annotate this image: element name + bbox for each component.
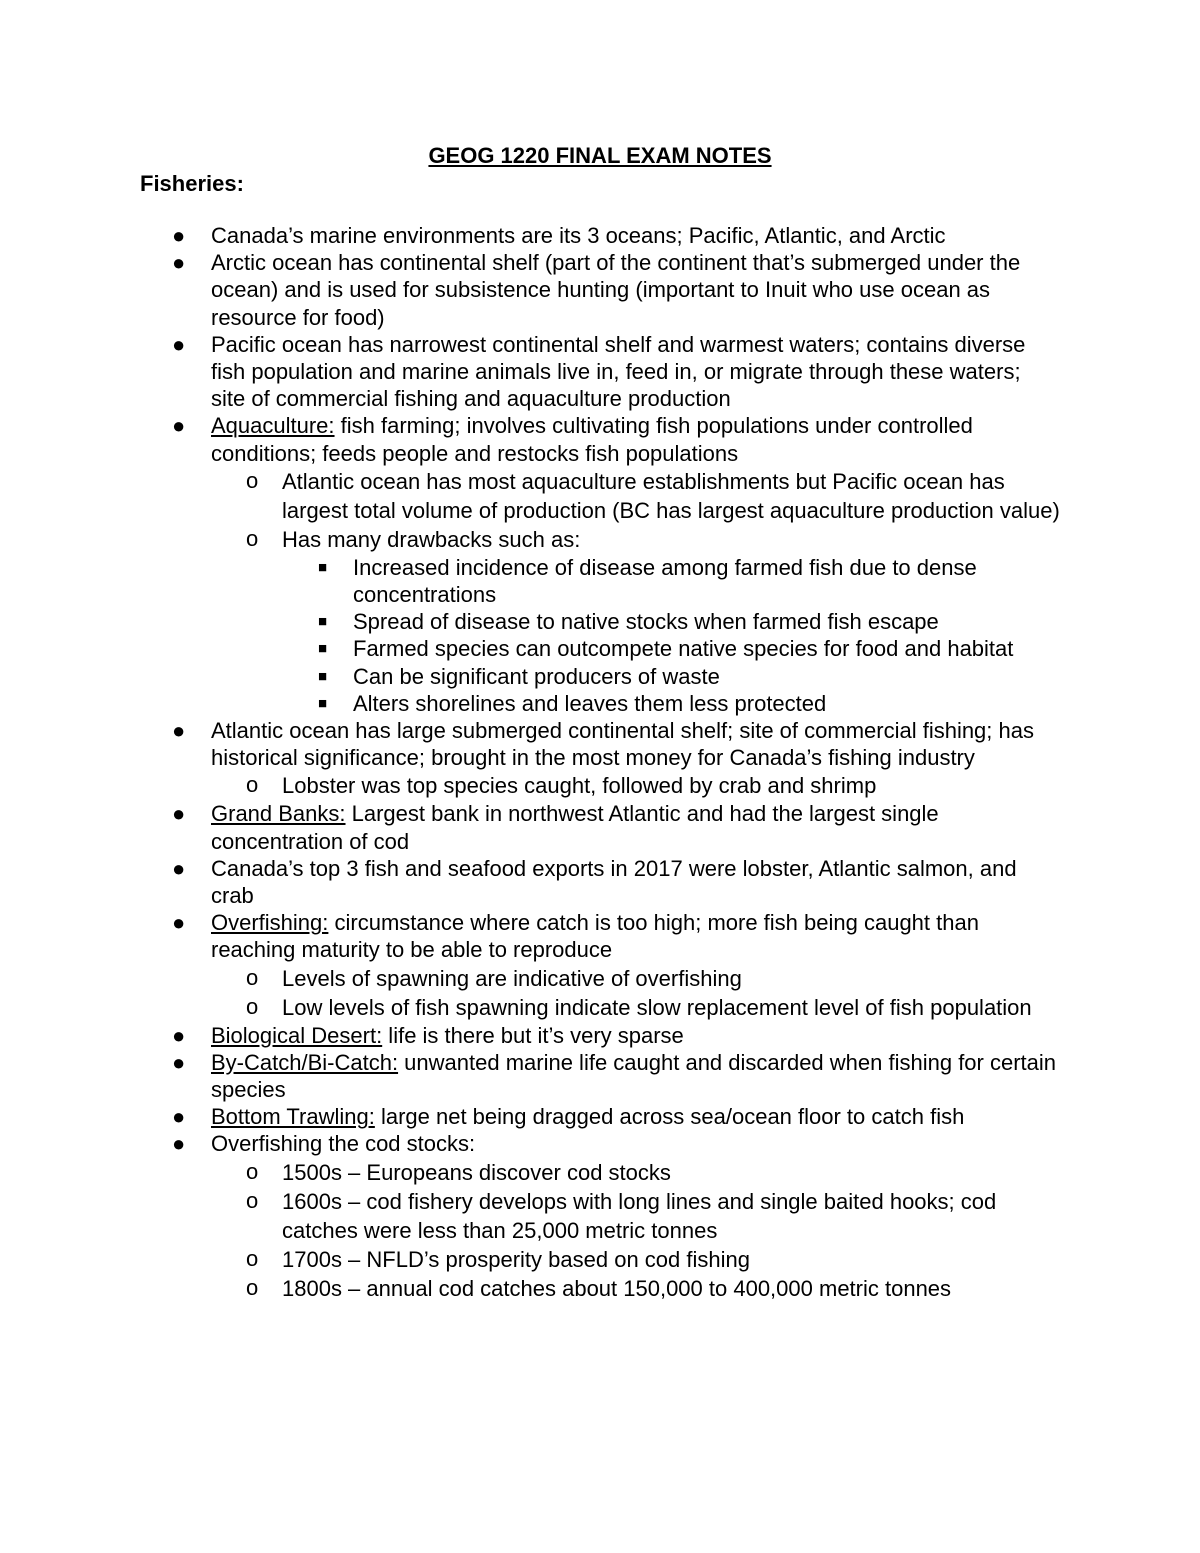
bullet-icon: ● [172,413,186,439]
list-item-text: 1800s – annual cod catches about 150,000 to 400,000 metric tonnes [282,1275,952,1301]
circle-bullet-icon: o [246,1245,259,1271]
list-item [0,412,1200,466]
list-item-text: life is there but it’s very sparse [382,1022,684,1048]
list-item-text: Lobster was top species caught, followed by crab and shrimp [282,773,877,799]
list-item [0,331,1200,413]
list-item-text: Pacific ocean has narrowest continental shelf and warmest waters; contains diverse fish population and marine animals live in, feed in, or migrate through these waters; site of commercial fishing and aquaculture production [211,331,1026,412]
list-item [0,1158,1200,1187]
term-label: Aquaculture: [211,413,335,439]
circle-bullet-icon: o [246,964,259,990]
list-item-text: Atlantic ocean has most aquaculture establishments but Pacific ocean has largest total volume of production (BC has largest aquaculture production value) [282,468,1060,523]
bullet-icon: ● [172,331,186,357]
list-item [0,1187,1200,1245]
list-item [0,855,1200,909]
list-item [0,1274,1200,1303]
bullet-icon: ● [172,1131,186,1157]
square-bullet-icon: ■ [318,667,328,685]
term-label: Grand Banks: [211,801,346,827]
bullet-icon: ● [172,250,186,276]
list-item-text: Overfishing the cod stocks: [211,1131,476,1157]
circle-bullet-icon: o [246,772,259,798]
list-item [0,1130,1200,1157]
term-label: Biological Desert: [211,1022,383,1048]
list-item [0,1103,1200,1130]
list-item-text: 1500s – Europeans discover cod stocks [282,1159,671,1185]
square-bullet-icon: ■ [318,640,328,658]
list-item [0,1245,1200,1274]
list-item [0,525,1200,554]
square-bullet-icon: ■ [318,558,328,576]
list-item-text: Canada’s top 3 fish and seafood exports in 2017 were lobster, Atlantic salmon, and crab [211,855,1017,909]
list-item [0,909,1200,963]
list-item-text: circumstance where catch is too high; more fish being caught than reaching maturity to be able to reproduce [211,910,979,963]
list-item [0,1022,1200,1049]
list-item-text: 1600s – cod fishery develops with long lines and single baited hooks; cod catches were less than 25,000 metric tonnes [282,1188,997,1243]
circle-bullet-icon: o [246,525,259,551]
list-item [0,1049,1200,1103]
term-label: Bottom Trawling: [211,1104,375,1130]
list-item [0,222,1200,249]
list-item-text: Farmed species can outcompete native species for food and habitat [353,636,1014,662]
list-item [0,690,1200,717]
square-bullet-icon: ■ [318,694,328,712]
circle-bullet-icon: o [246,1187,259,1213]
bullet-icon: ● [172,855,186,881]
list-item [0,771,1200,800]
circle-bullet-icon: o [246,993,259,1019]
circle-bullet-icon: o [246,467,259,493]
bullet-icon: ● [172,1049,186,1075]
list-item-text: Spread of disease to native stocks when farmed fish escape [353,609,939,635]
list-item-text: Low levels of fish spawning indicate slow replacement level of fish population [282,994,1032,1020]
list-item-text: 1700s – NFLD’s prosperity based on cod fishing [282,1246,750,1272]
list-item-text: Levels of spawning are indicative of overfishing [282,965,742,991]
list-item-text: Has many drawbacks such as: [282,526,581,552]
list-item-text: unwanted marine life caught and discarded when fishing for certain species [211,1049,1057,1103]
bullet-icon: ● [172,1104,186,1130]
list-item-text: fish farming; involves cultivating fish populations under controlled conditions; feeds people and restocks fish populations [211,413,973,466]
list-item-text: large net being dragged across sea/ocean floor to catch fish [374,1104,965,1130]
page-title: GEOG 1220 FINAL EXAM NOTES [428,143,772,168]
bullet-icon: ● [172,801,186,827]
list-item [0,964,1200,993]
list-item-text: Atlantic ocean has large submerged continental shelf; site of commercial fishing; has historical significance; brought in the most money for Canada’s fishing industry [211,718,1034,771]
bullet-icon: ● [172,223,186,248]
bullet-icon: ● [172,718,186,744]
list-item-text: Arctic ocean has continental shelf (part of the continent that’s submerged under the ocean) and is used for subsistence hunting (important to Inuit who use ocean as resource for food) [211,250,1021,330]
list-item-text: Can be significant producers of waste [353,663,720,689]
circle-bullet-icon: o [246,1158,259,1184]
list-item-text: Largest bank in northwest Atlantic and had the largest single concentration of cod [211,801,939,854]
list-item [0,663,1200,690]
list-item [0,249,1200,331]
square-bullet-icon: ■ [318,613,328,631]
list-item [0,608,1200,635]
list-item [0,993,1200,1022]
section-heading: Fisheries: [140,171,244,196]
list-item-text: Canada’s marine environments are its 3 oceans; Pacific, Atlantic, and Arctic [211,223,946,248]
list-item-text: Alters shorelines and leaves them less protected [353,690,827,716]
list-item [0,800,1200,854]
list-item [0,717,1200,771]
bullet-icon: ● [172,1022,186,1048]
list-item [0,554,1200,608]
bullet-icon: ● [172,910,186,936]
list-item-text: Increased incidence of disease among farmed fish due to dense concentrations [353,554,977,608]
term-label: By-Catch/Bi-Catch: [211,1049,399,1075]
notes-list [0,222,1200,1303]
list-item [0,467,1200,525]
circle-bullet-icon: o [246,1274,259,1300]
list-item [0,635,1200,662]
term-label: Overfishing: [211,910,329,936]
